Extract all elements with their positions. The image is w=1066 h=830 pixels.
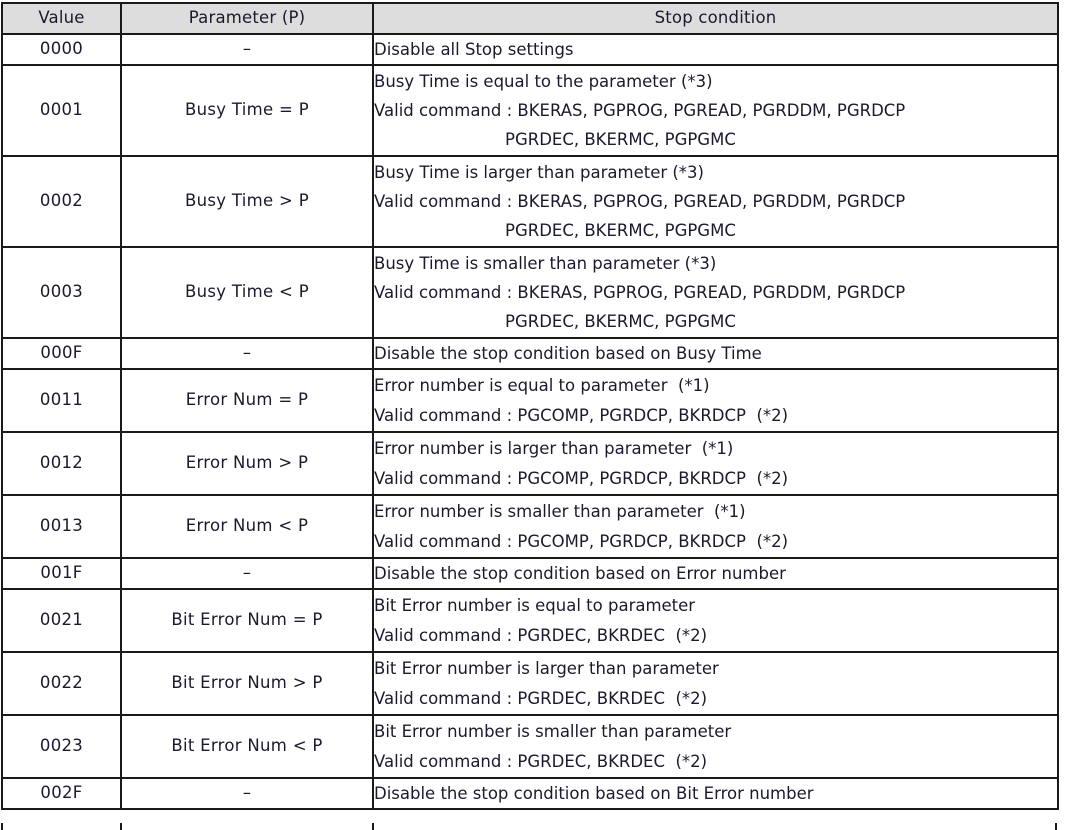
stop-condition-line: Error number is smaller than parameter (*1) xyxy=(374,501,746,521)
cell-value: 002F xyxy=(2,778,121,809)
cell-stop-condition xyxy=(373,558,1058,589)
stop-condition-line: Valid command : PGCOMP, PGRDCP, BKRDCP (*2) xyxy=(374,531,789,551)
table-row xyxy=(2,652,1058,715)
cell-value: 0000 xyxy=(2,34,121,65)
cell-value: 0011 xyxy=(2,369,121,432)
table-row xyxy=(2,558,1058,589)
stop-condition-line: Busy Time is larger than parameter (*3) xyxy=(374,163,704,182)
cell-stop-condition xyxy=(373,715,1058,778)
table-body xyxy=(2,34,1058,809)
cell-stop-condition xyxy=(373,156,1058,247)
cell-value: 0002 xyxy=(2,156,121,247)
cell-stop-condition xyxy=(373,34,1058,65)
stop-condition-line: Valid command : BKERAS, PGPROG, PGREAD, PGRDDM, PGRDCP xyxy=(374,283,906,302)
column-header-parameter: Parameter (P) xyxy=(121,3,373,34)
cell-stop-condition xyxy=(373,652,1058,715)
stop-condition-table xyxy=(1,2,1059,810)
cell-value: 0023 xyxy=(2,715,121,778)
table-header xyxy=(2,3,1058,34)
cell-parameter: Error Num > P xyxy=(121,432,373,495)
table-row xyxy=(2,338,1058,369)
stop-condition-line: Error number is larger than parameter (*1) xyxy=(374,438,734,458)
cell-parameter: Busy Time < P xyxy=(121,247,373,338)
stop-condition-line: Disable all Stop settings xyxy=(374,40,574,59)
stop-condition-line: PGRDEC, BKERMC, PGPGMC xyxy=(505,130,736,149)
column-header-stop-condition: Stop condition xyxy=(373,3,1058,34)
cell-parameter: – xyxy=(121,338,373,369)
table-header-row xyxy=(2,3,1058,34)
cell-stop-condition xyxy=(373,247,1058,338)
cell-value: 0013 xyxy=(2,495,121,558)
cell-parameter: Error Num = P xyxy=(121,369,373,432)
table-row xyxy=(2,65,1058,156)
stop-condition-line: Disable the stop condition based on Busy Time xyxy=(374,344,762,363)
stop-condition-line: Valid command : PGCOMP, PGRDCP, BKRDCP (*2) xyxy=(374,405,789,425)
cell-parameter: – xyxy=(121,778,373,809)
cell-stop-condition xyxy=(373,65,1058,156)
stop-condition-line: Busy Time is smaller than parameter (*3) xyxy=(374,254,717,273)
column-divider-1 xyxy=(120,823,122,830)
stop-condition-line: Valid command : BKERAS, PGPROG, PGREAD, PGRDDM, PGRDCP xyxy=(374,192,906,211)
cell-stop-condition xyxy=(373,338,1058,369)
cell-parameter: Bit Error Num = P xyxy=(121,589,373,652)
stop-condition-line: Bit Error number is smaller than parameter xyxy=(374,721,732,741)
cell-parameter: Busy Time = P xyxy=(121,65,373,156)
stop-condition-line: Valid command : PGRDEC, BKRDEC (*2) xyxy=(374,751,708,771)
cell-stop-condition xyxy=(373,369,1058,432)
cell-value: 0003 xyxy=(2,247,121,338)
cell-stop-condition xyxy=(373,495,1058,558)
stop-condition-line: Disable the stop condition based on Error number xyxy=(374,564,786,583)
table-row xyxy=(2,34,1058,65)
table-row xyxy=(2,156,1058,247)
table-row xyxy=(2,432,1058,495)
cell-value: 0021 xyxy=(2,589,121,652)
cell-value: 0022 xyxy=(2,652,121,715)
table-row xyxy=(2,369,1058,432)
cell-stop-condition xyxy=(373,432,1058,495)
cell-stop-condition xyxy=(373,778,1058,809)
stop-condition-line: Valid command : PGCOMP, PGRDCP, BKRDCP (*2) xyxy=(374,468,789,488)
stop-condition-line: Valid command : BKERAS, PGPROG, PGREAD, PGRDDM, PGRDCP xyxy=(374,101,906,120)
stop-condition-line: PGRDEC, BKERMC, PGPGMC xyxy=(505,312,736,331)
cell-value: 001F xyxy=(2,558,121,589)
table-row xyxy=(2,589,1058,652)
cell-value: 0001 xyxy=(2,65,121,156)
stop-condition-line: Busy Time is equal to the parameter (*3) xyxy=(374,72,713,91)
stop-condition-line: Error number is equal to parameter (*1) xyxy=(374,375,710,395)
table-row xyxy=(2,495,1058,558)
cell-parameter: Bit Error Num > P xyxy=(121,652,373,715)
table-row xyxy=(2,778,1058,809)
stop-condition-line: Bit Error number is larger than parameter xyxy=(374,658,719,678)
stop-condition-table-container xyxy=(0,2,1066,830)
cell-stop-condition xyxy=(373,589,1058,652)
column-divider-2 xyxy=(372,823,374,830)
cell-parameter: – xyxy=(121,34,373,65)
cell-parameter: Busy Time > P xyxy=(121,156,373,247)
table-row xyxy=(2,715,1058,778)
table-partial-next-row xyxy=(1,823,1057,830)
stop-condition-line: Bit Error number is equal to parameter xyxy=(374,595,696,615)
stop-condition-line: Valid command : PGRDEC, BKRDEC (*2) xyxy=(374,688,708,708)
cell-parameter: Bit Error Num < P xyxy=(121,715,373,778)
column-header-value: Value xyxy=(2,3,121,34)
cell-value: 000F xyxy=(2,338,121,369)
stop-condition-line: Valid command : PGRDEC, BKRDEC (*2) xyxy=(374,625,708,645)
cell-value: 0012 xyxy=(2,432,121,495)
stop-condition-line: PGRDEC, BKERMC, PGPGMC xyxy=(505,221,736,240)
table-row xyxy=(2,247,1058,338)
cell-parameter: – xyxy=(121,558,373,589)
cell-parameter: Error Num < P xyxy=(121,495,373,558)
stop-condition-line: Disable the stop condition based on Bit Error number xyxy=(374,784,814,803)
